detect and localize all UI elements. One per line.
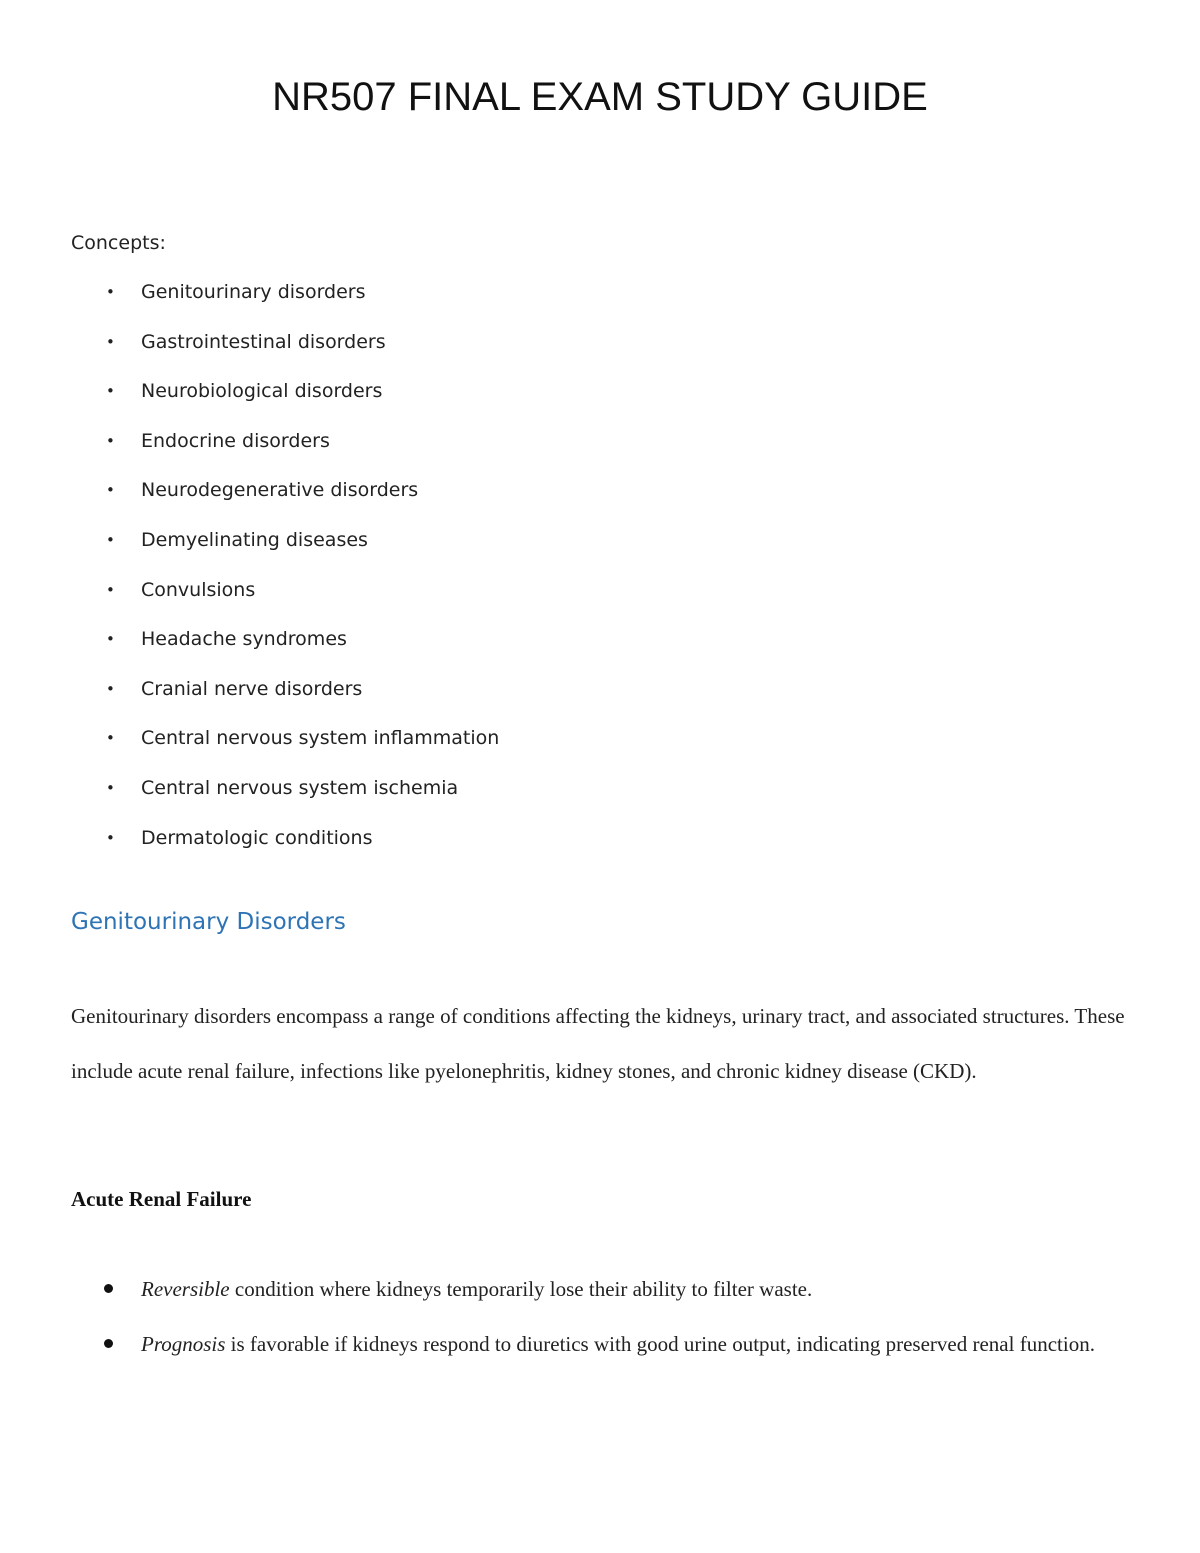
point-text: condition where kidneys temporarily lose their ability to filter waste.: [229, 1277, 813, 1301]
point-term: Prognosis: [141, 1331, 226, 1356]
bullet-dot-icon: [104, 1339, 113, 1348]
bullet-icon: •: [106, 382, 115, 401]
concept-item: Genitourinary disorders: [141, 281, 366, 303]
bullet-icon: •: [106, 431, 115, 450]
point-text: is favorable if kidneys respond to diuretics with good urine output, indicating preserved renal function.: [225, 1331, 1095, 1356]
concept-item: Central nervous system inflammation: [141, 727, 500, 750]
bullet-icon: •: [106, 828, 115, 847]
subsection-heading: Acute Renal Failure: [71, 1187, 252, 1211]
acute-renal-failure-list: [0, 1262, 1200, 1371]
list-item: [0, 1262, 1200, 1317]
concept-item: Central nervous system ischemia: [141, 776, 459, 799]
concept-item: Dermatologic conditions: [141, 826, 373, 849]
concept-item: Convulsions: [141, 578, 256, 601]
concept-item: Neurobiological disorders: [141, 380, 383, 403]
bullet-icon: •: [106, 530, 115, 549]
concept-item: Gastrointestinal disorders: [141, 330, 386, 353]
bullet-icon: •: [106, 580, 115, 599]
list-item: [0, 1317, 1200, 1372]
concept-item: Neurodegenerative disorders: [141, 479, 419, 502]
bullet-dot-icon: [104, 1284, 113, 1293]
section-paragraph: Genitourinary disorders encompass a range of conditions affecting the kidneys, urinary tract, and associated structures. These include acute renal failure, infections like pyelonephritis, kidney stones, and chronic kidney disease (CKD).: [71, 1004, 1125, 1083]
concept-item: Demyelinating diseases: [141, 528, 368, 551]
concept-item: Cranial nerve disorders: [141, 677, 363, 700]
section-heading: Genitourinary Disorders: [71, 909, 346, 935]
concepts-label: Concepts:: [71, 232, 166, 254]
bullet-icon: •: [106, 778, 115, 797]
point-term: Reversible: [141, 1277, 230, 1301]
concept-item: Endocrine disorders: [141, 429, 330, 452]
concept-item: Headache syndromes: [141, 628, 347, 651]
bullet-icon: •: [106, 481, 115, 500]
bullet-icon: •: [106, 630, 115, 649]
bullet-icon: •: [106, 729, 115, 748]
bullet-icon: •: [106, 679, 115, 698]
bullet-icon: •: [106, 283, 115, 301]
bullet-icon: •: [106, 332, 115, 351]
page-title: NR507 FINAL EXAM STUDY GUIDE: [272, 75, 928, 119]
